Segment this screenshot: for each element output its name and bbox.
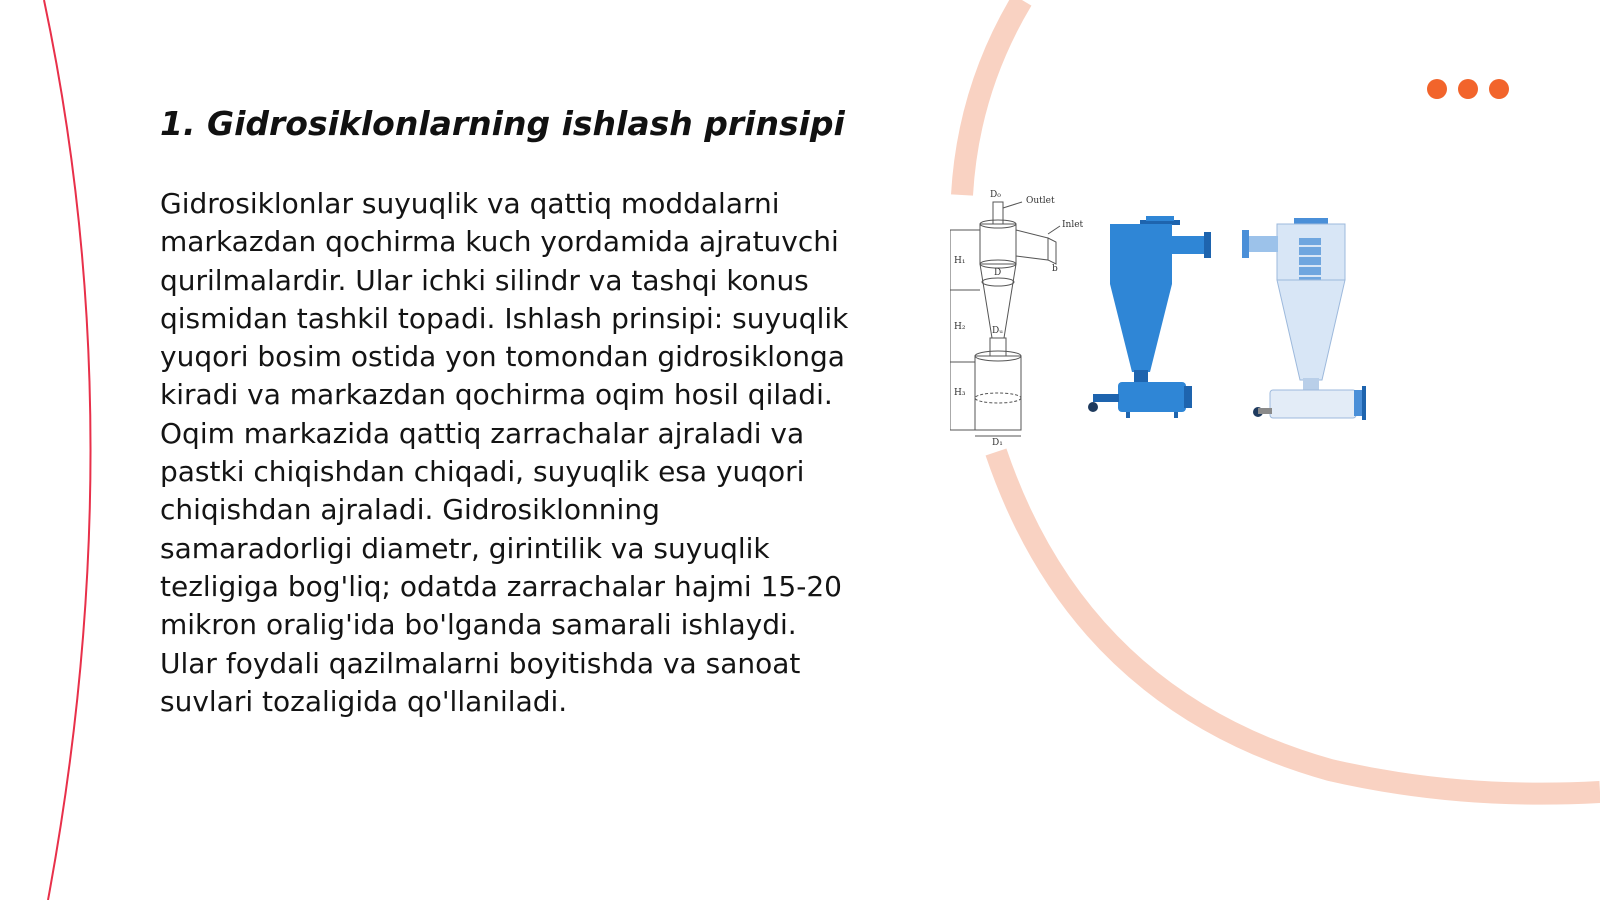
dot-icon xyxy=(1489,79,1509,99)
h3-label: H₃ xyxy=(954,388,966,398)
dot-icon xyxy=(1427,79,1447,99)
d-bottom-label: D₁ xyxy=(992,438,1003,448)
hydrocyclone-schematic-drawing xyxy=(950,202,1060,436)
b-label: b xyxy=(1052,264,1058,274)
slide-title: 1. Gidrosiklonlarning ishlash prinsipi xyxy=(160,104,845,143)
h2-label: H₂ xyxy=(954,322,966,332)
hydrocyclone-figure xyxy=(950,190,1450,450)
hydrocyclone-illustrations xyxy=(950,190,1450,450)
left-curve-line xyxy=(44,0,91,900)
blue-hydrocyclone-image xyxy=(1088,216,1211,418)
inlet-label: Inlet xyxy=(1062,220,1084,230)
decorative-arc-bottom xyxy=(996,452,1600,794)
decorative-arc-top xyxy=(962,0,1022,195)
h1-label: H₁ xyxy=(954,256,966,266)
menu-dots-icon xyxy=(1427,79,1509,99)
slide-body-text: Gidrosiklonlar suyuqlik va qattiq moddalarni markazdan qochirma kuch yordamida ajratuvchi qurilmalardir. Ular ichki silindr va tashqi konus qismidan tashkil topadi. Ishlash prinsipi: suyuqlik yuqori bosim ostida yon tomondan gidrosiklonga kiradi va markazdan qochirma oqim hosil qiladi. Oqim markazida qattiq zarrachalar ajraladi va pastki chiqishdan chiqadi, suyuqlik esa yuqori chiqishdan ajraladi. Gidrosiklonning samaradorligi diametr, girintilik va suyuqlik tezligiga bog'liq; odatda zarrachalar hajmi 15-20 mikron oralig'ida bo'lganda samarali ishlaydi. Ular foydali qazilmalarni boyitishda va sanoat suvlari tozaligida qo'llaniladi. xyxy=(160,187,849,718)
d-top-label: D₀ xyxy=(990,190,1001,200)
d-under-label: Dᵤ xyxy=(992,326,1003,336)
transparent-hydrocyclone-image xyxy=(1242,218,1366,420)
dot-icon xyxy=(1458,79,1478,99)
d-mid-label: D xyxy=(994,268,1002,278)
outlet-label: Outlet xyxy=(1026,196,1055,206)
